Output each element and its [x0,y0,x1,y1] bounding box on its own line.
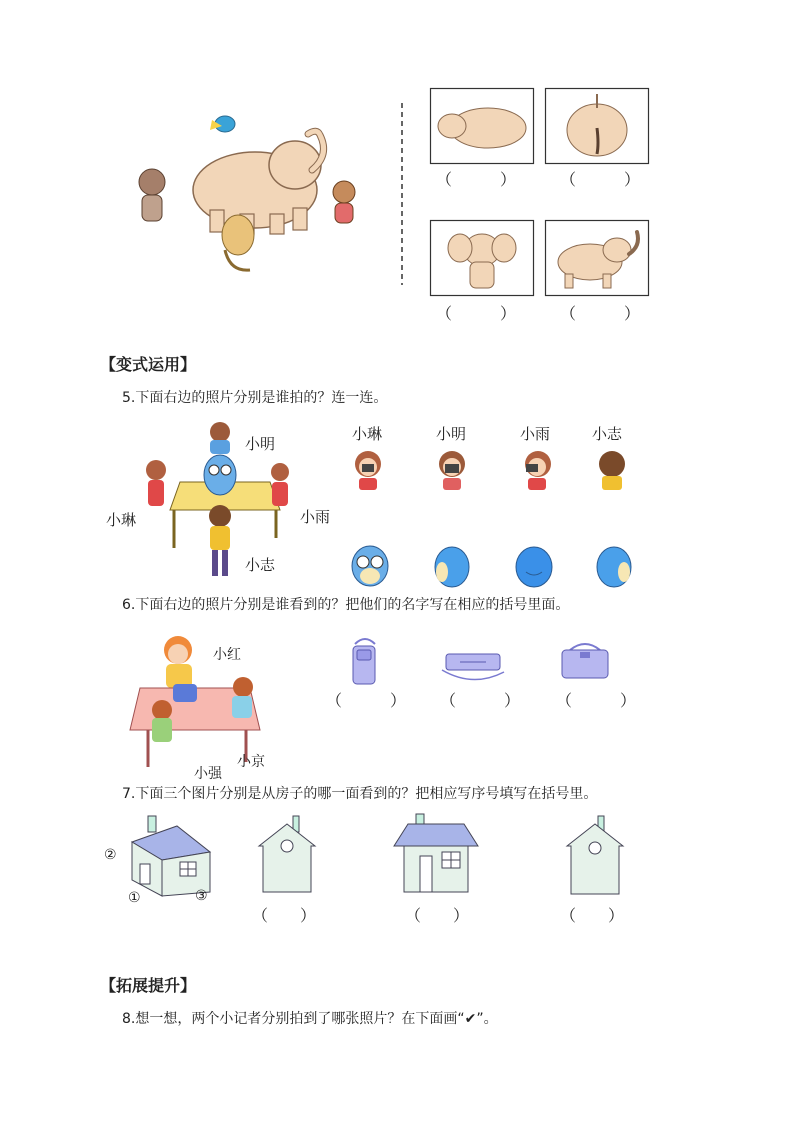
q5-photo-label-xiaolin: 小琳 [352,425,383,443]
elephant-scene-illustration [130,110,380,280]
question-7: 7.下面三个图片分别是从房子的哪一面看到的？把相应写序号填写在括号里。 [122,786,598,802]
elephant-photo-top-view [430,88,534,164]
q7-marker-2: ② [104,847,117,863]
q5-owl-photo-side-1 [432,542,472,588]
elephant-photo-front-view [430,220,534,296]
q7-house-side-view-1 [257,812,317,896]
answer-blank-q6-3[interactable]: （ ） [556,691,637,710]
q5-photo-label-xiaoming: 小明 [436,425,467,443]
q7-marker-3: ③ [195,888,208,904]
q5-kid-photo-2 [432,448,472,490]
q5-kid-photo-1 [348,448,388,490]
q7-house-3d [122,812,214,898]
q5-photo-label-xiaoyu: 小雨 [520,425,551,443]
q5-owl-photo-front [350,542,390,588]
q6-label-xiaohong: 小红 [213,647,241,663]
q5-label-xiaozhi: 小志 [245,556,276,574]
q5-kid-photo-3 [516,448,556,490]
q7-house-side-view-2 [565,812,625,896]
q6-bag-photo-front [556,640,614,682]
section-title-variant: 【变式运用】 [100,355,197,374]
q5-kid-photo-4 [592,448,632,490]
q5-owl-photo-back [514,542,554,588]
q6-label-xiaojing: 小京 [237,754,265,770]
q7-marker-1: ① [128,890,141,906]
answer-blank-q7-1[interactable]: （ ） [252,906,317,925]
q6-bag-photo-top [438,648,508,686]
answer-blank-elephant-1[interactable]: （ ） [436,170,517,189]
question-5: 5.下面右边的照片分别是谁拍的？连一连。 [122,390,388,406]
q5-label-xiaoming: 小明 [245,435,276,453]
answer-blank-elephant-4[interactable]: （ ） [560,304,641,323]
q5-owl-photo-side-2 [594,542,634,588]
question-8: 8.想一想，两个小记者分别拍到了哪张照片？在下面画“✔”。 [122,1011,498,1027]
elephant-photo-back-view [545,88,649,164]
answer-blank-q7-2[interactable]: （ ） [405,906,470,925]
elephant-photo-side-view [545,220,649,296]
answer-blank-elephant-3[interactable]: （ ） [436,304,517,323]
section-title-extend: 【拓展提升】 [100,976,197,995]
answer-blank-q6-1[interactable]: （ ） [326,691,407,710]
q5-label-xiaoyu: 小雨 [300,508,331,526]
q5-photo-label-xiaozhi: 小志 [592,425,623,443]
dashed-divider [400,103,404,285]
q6-label-xiaoqiang: 小强 [194,766,222,782]
question-6: 6.下面右边的照片分别是谁看到的？把他们的名字写在相应的括号里面。 [122,597,570,613]
answer-blank-elephant-2[interactable]: （ ） [560,170,641,189]
answer-blank-q6-2[interactable]: （ ） [440,691,521,710]
answer-blank-q7-3[interactable]: （ ） [560,906,625,925]
q6-bag-photo-side [345,636,385,688]
q7-house-front-view [392,812,480,896]
q5-label-xiaolin: 小琳 [106,511,137,529]
